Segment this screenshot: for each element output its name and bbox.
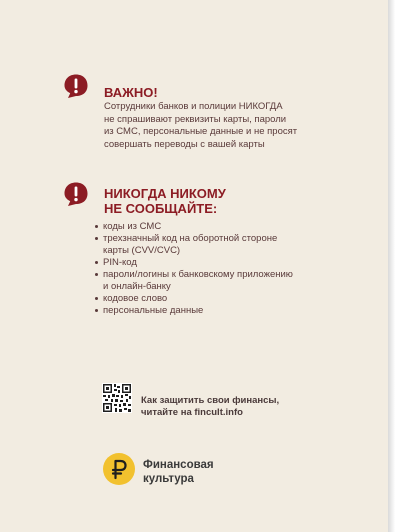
- important-text-line: из СМС, персональные данные и не просят: [104, 126, 298, 137]
- list-item-text: кодовое слово: [103, 293, 168, 304]
- qr-caption-line: читайте на fincult.info: [141, 407, 243, 418]
- never-share-title: [104, 186, 226, 216]
- logo-text: [143, 458, 214, 486]
- list-item: [95, 221, 293, 233]
- list-item: [95, 269, 293, 293]
- exclamation-bubble-icon: [63, 181, 89, 207]
- qr-caption-line: Как защитить свои финансы,: [141, 395, 280, 406]
- page-edge: [388, 0, 400, 532]
- list-item: [95, 293, 293, 305]
- list-item: [95, 305, 293, 317]
- never-share-title-line: НИКОГДА НИКОМУ: [104, 186, 226, 201]
- list-item-text: персональные данные: [103, 305, 204, 316]
- important-text-line: совершать переводы с вашей карты: [104, 138, 265, 150]
- list-item-text: трехзначный код на оборотной стороне: [103, 233, 278, 244]
- important-title: ВАЖНО!: [104, 85, 158, 100]
- list-item-text: карты (CVV/CVC): [103, 245, 181, 256]
- qr-caption: [141, 395, 279, 419]
- list-item-text: и онлайн-банку: [103, 281, 171, 292]
- list-item-text: коды из СМС: [103, 221, 162, 232]
- list-item: [95, 233, 293, 257]
- important-text-line: не спрашивают реквизиты карты, пароли: [104, 113, 287, 125]
- logo-text-line: культура: [143, 473, 194, 485]
- important-text: [104, 101, 297, 151]
- list-item: [95, 257, 293, 269]
- never-share-title-line: НЕ СООБЩАЙТЕ:: [104, 201, 218, 216]
- list-item-text: PIN-код: [103, 257, 137, 268]
- important-text-line: Сотрудники банков и полиции НИКОГДА: [104, 101, 283, 112]
- qr-code-icon[interactable]: [102, 383, 132, 413]
- exclamation-bubble-icon: [63, 73, 89, 99]
- list-item-text: пароли/логины к банковскому приложению: [103, 269, 293, 280]
- ruble-coin-logo-icon: [102, 452, 136, 486]
- never-share-list: [95, 221, 293, 317]
- logo-text-line: Финансовая: [143, 459, 214, 471]
